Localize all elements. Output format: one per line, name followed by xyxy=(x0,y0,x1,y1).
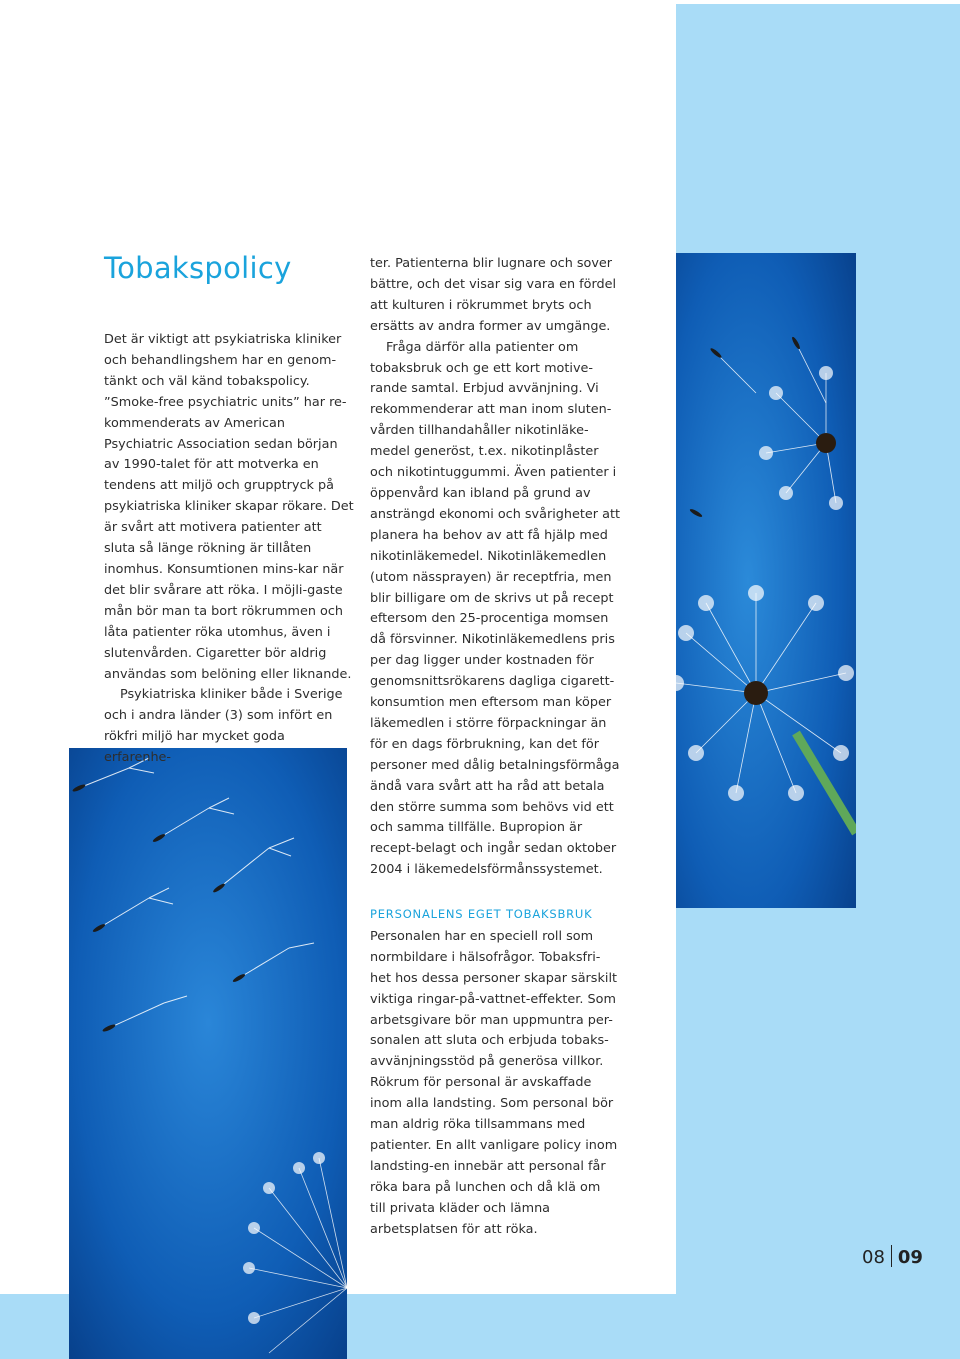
paragraph: ter. Patienterna blir lugnare och sover bättre, och det visar sig vara en fördel att kulturen i rökrummet bryts och ersätts av andra former av umgänge. xyxy=(370,256,617,334)
dandelion-photo-left xyxy=(69,748,347,1359)
page-number-left: 08 xyxy=(862,1247,885,1268)
section-heading: PERSONALENS EGET TOBAKSBRUK xyxy=(370,907,593,921)
page-numbers xyxy=(862,1245,923,1268)
paragraph: Fråga därför alla patienter om tobaksbruk och ge ett kort motive-rande samtal. Erbjud avvänjning. Vi rekommenderar att man inom sluten-vården tillhandahåller nikotinläke-medel generöst, t.ex. nikotinplåster och nikotintuggummi. Även patienter i öppenvård kan ibland på grund av ansträngd ekonomi och svårigheter att planera ha behov av att få hjälp med nikotinläkemedel. Nikotinläkemedlen (utom nässprayen) är receptfria, men blir billigare om de skrivs ut på recept eftersom den 25-procentiga momsen då försvinner. Nikotinläkemedlens pris per dag ligger under kostnaden för genomsnittsrökarens dagliga cigarett-konsumtion men eftersom man köper läkemedlen i större förpackningar än för en dags förbrukning, kan det för personer med dålig betalningsförmåga ändå vara svårt att ha råd att betala den större summa som behövs vid ett och samma tillfälle. Bupropion är recept-belagt och ingår sedan oktober 2004 i läkemedelsförmånssystemet. xyxy=(370,339,620,878)
paragraph: Psykiatriska kliniker både i Sverige och i andra länder (3) som infört en rökfri miljö har mycket goda erfarenhe- xyxy=(104,687,343,766)
text-column-1 xyxy=(104,330,354,769)
page-title: Tobakspolicy xyxy=(104,251,292,285)
paragraph: Det är viktigt att psykiatriska kliniker och behandlingshem har en genom-tänkt och väl känd tobakspolicy. ”Smoke-free psychiatric units” har re-kommenderats av American Psychiatric Association sedan början av 1990-talet för att motverka en tendens att miljö och grupptryck på psykiatriska kliniker skapar rökare. Det är svårt att motivera patienter att sluta så länge rökning är tillåten inomhus. Konsumtionen mins-kar när det blir svårare att röka. I möjli-gaste mån bör man ta bort rökrummen och låta patienter röka utomhus, även i slutenvården. Cigaretter bör aldrig användas som belöning eller liknande. xyxy=(104,332,354,682)
paragraph: Personalen har en speciell roll som normbildare i hälsofrågor. Tobaksfri-het hos dessa personer skapar särskilt viktiga ringar-på-vattnet-effekter. Som arbetsgivare bör man uppmuntra per-sonalen att sluta och erbjuda tobaks-avvänjningsstöd på generösa villkor. Rökrum för personal är avskaffade inom alla landsting. Som personal bör man aldrig röka tillsammans med patienter. En allt vanligare policy inom landsting-en innebär att personal får röka bara på lunchen och då klä om till privata kläder och lämna arbetsplatsen för att röka. xyxy=(370,928,618,1237)
text-column-2 xyxy=(370,254,620,881)
page-number-divider xyxy=(891,1245,892,1267)
dandelion-photo-right xyxy=(676,253,856,908)
text-column-3 xyxy=(370,904,620,1241)
page-number-right: 09 xyxy=(897,1247,923,1268)
